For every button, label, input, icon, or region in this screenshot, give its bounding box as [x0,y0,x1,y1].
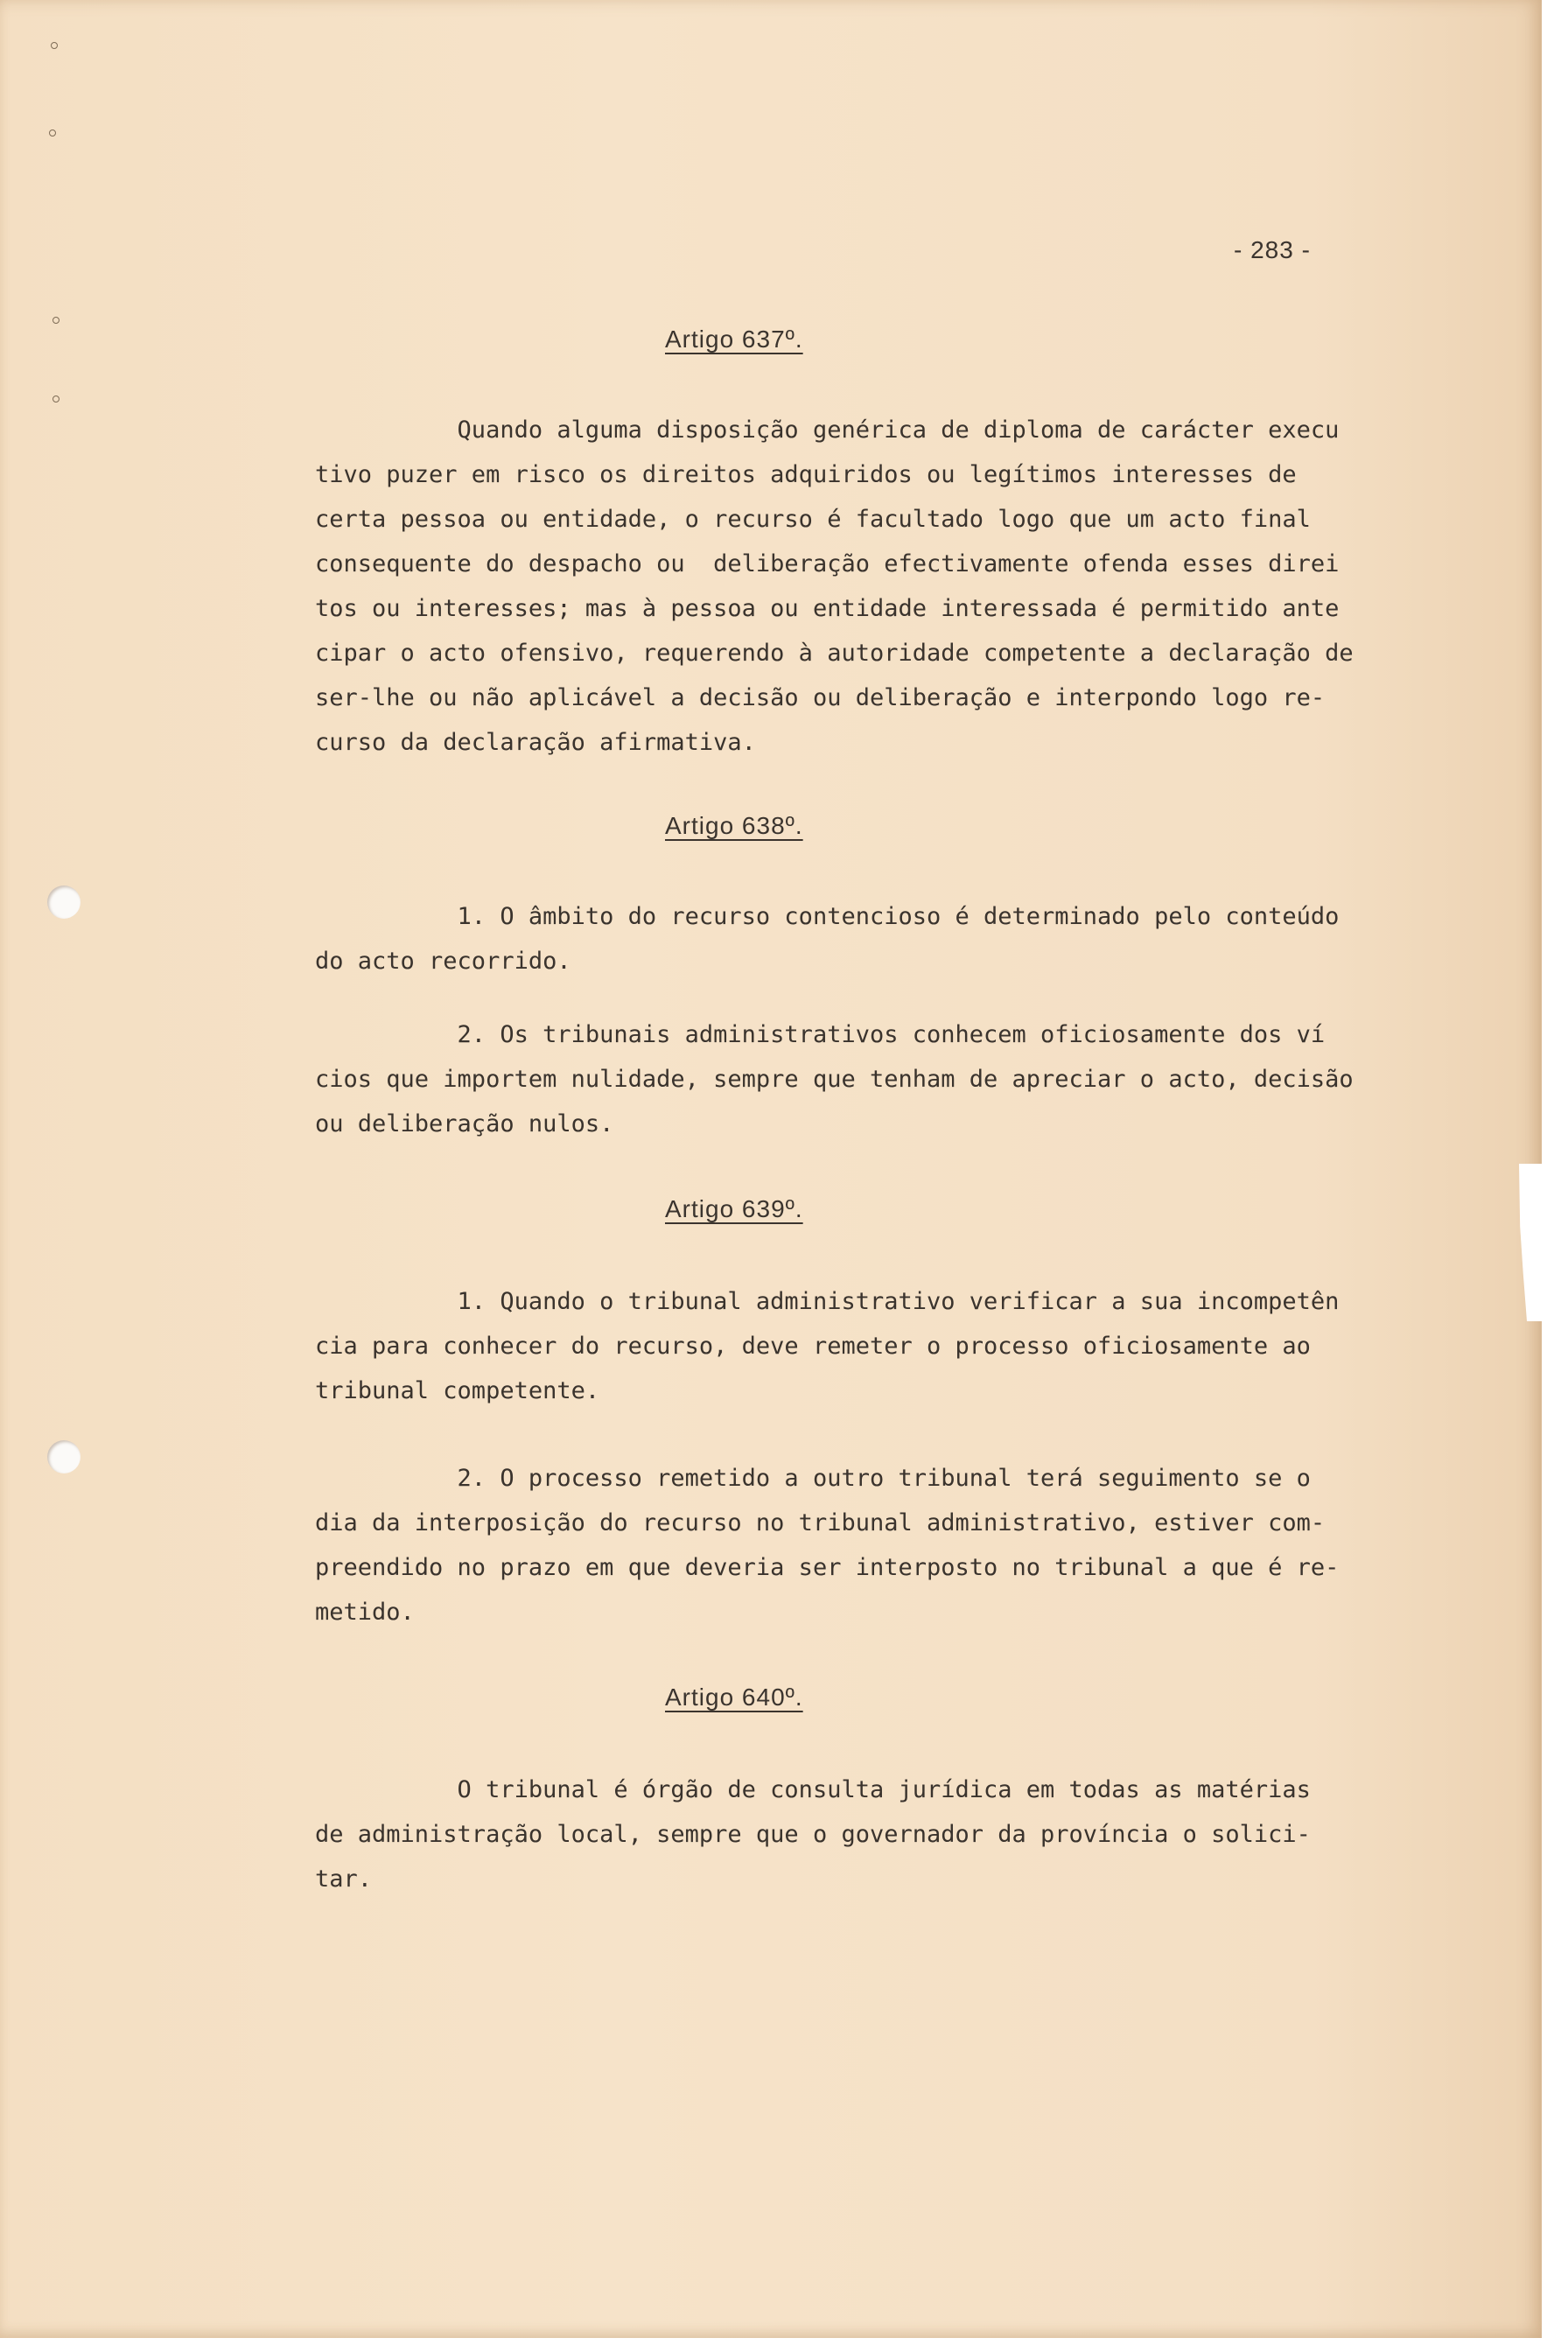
speck [49,130,56,136]
article-paragraph: O tribunal é órgão de consulta jurídica em todas as matérias de administração local, sempre que o governador da província o solici- tar. [315,1776,1311,1893]
speck [51,42,58,49]
article-paragraph: 2. O processo remetido a outro tribunal terá seguimento se o dia da interposição do recurso no tribunal administrativo, estiver com- preendido no prazo em que deveria ser interposto no tribunal a que é re- metido. [315,1465,1340,1626]
page-number: - 283 - [1234,236,1311,263]
punch-hole-upper [47,886,80,919]
article-paragraph: Quando alguma disposição genérica de diploma de carácter execu tivo puzer em risco os direitos adquiridos ou legítimos interesses de certa pessoa ou entidade, o recurso é facultado logo que um acto final consequente do despacho ou deliberação efectivamente ofenda esses direi tos ou interesses; mas à pessoa ou entidade interessada é permitido ante cipar o acto ofensivo, requerendo à autoridade competente a declaração de ser-lhe ou não aplicável a decisão ou deliberação e interpondo logo re- curso da declaração afirmativa. [315,416,1354,756]
article-heading: Artigo 637º. [665,326,803,353]
article-paragraph: 2. Os tribunais administrativos conhecem oficiosamente dos ví cios que importem nulidade, sempre que tenham de apreciar o acto, decisão ou deliberação nulos. [315,1021,1354,1138]
speck [52,317,60,324]
article-heading: Artigo 639º. [665,1195,803,1222]
speck [52,396,60,402]
punch-hole-lower [47,1440,80,1474]
article-heading: Artigo 638º. [665,812,803,839]
article-paragraph: 1. Quando o tribunal administrativo verificar a sua incompetên cia para conhecer do recurso, deve remeter o processo oficiosamente ao tribunal competente. [315,1288,1340,1404]
article-paragraph: 1. O âmbito do recurso contencioso é determinado pelo conteúdo do acto recorrido. [315,903,1340,975]
article-heading: Artigo 640º. [665,1684,803,1711]
